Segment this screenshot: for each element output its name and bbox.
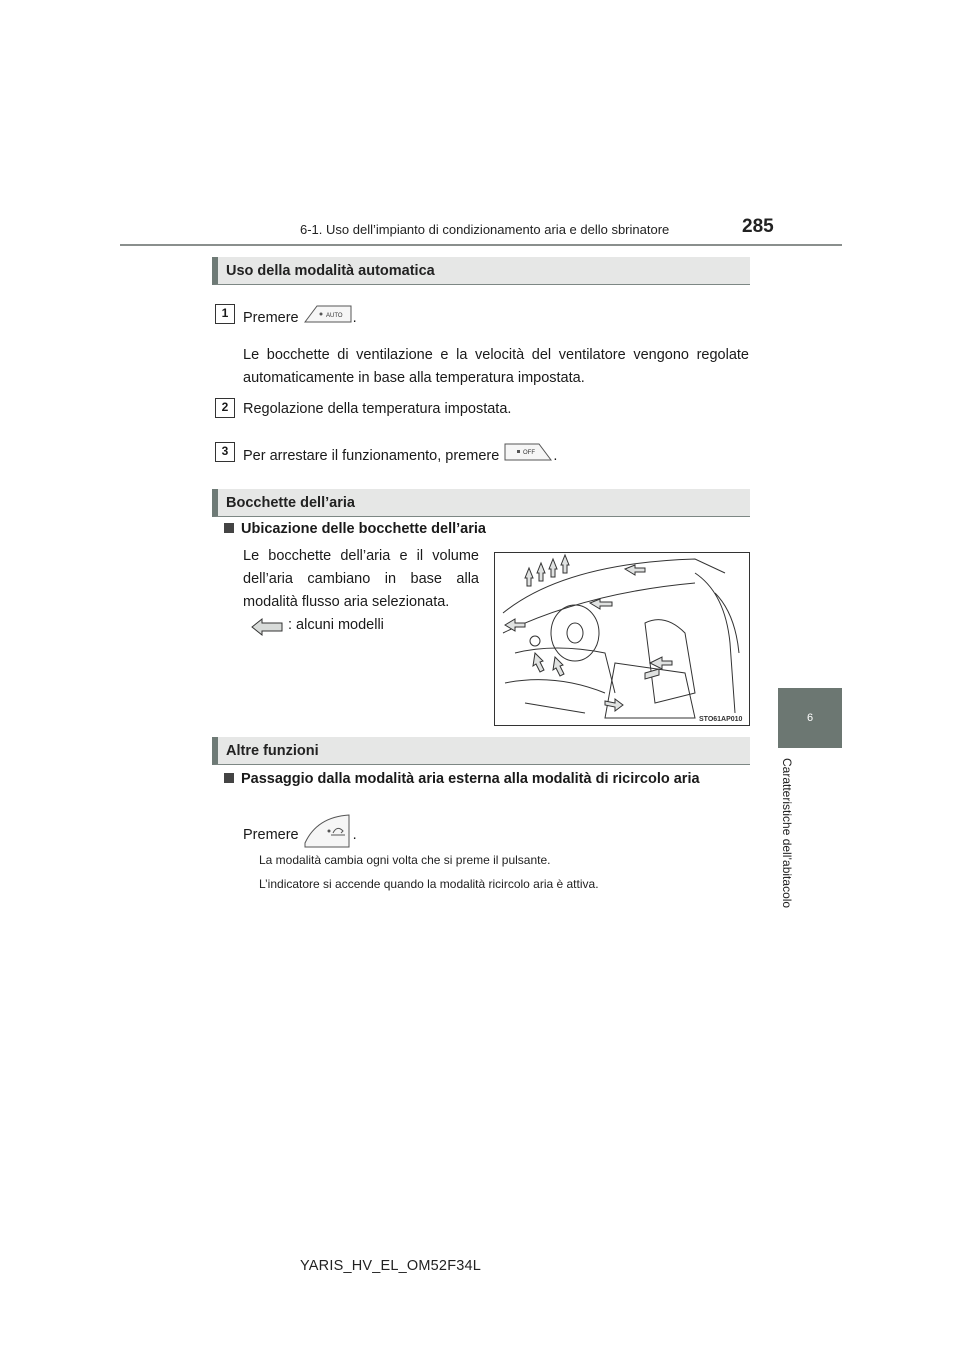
chapter-side-label xyxy=(780,758,800,938)
recirculation-instruction xyxy=(243,813,357,857)
step-text-before: Premere xyxy=(243,309,299,326)
step-text-after: . xyxy=(352,309,357,326)
step-text-before: Per arrestare il funzionamento, premere xyxy=(243,447,500,464)
section-title: Altre funzioni xyxy=(226,743,319,759)
bullet-square-icon xyxy=(224,523,234,533)
step-2-text: Regolazione della temperatura impostata. xyxy=(243,401,512,417)
subheading-text: Passaggio dalla modalità aria esterna alla modalità di ricircolo aria xyxy=(241,771,700,787)
note-item: L’indicatore si accende quando la modalità ricircolo aria è attiva. xyxy=(259,877,599,891)
off-button-label: OFF xyxy=(523,450,536,456)
chapter-side-label-text: Caratteristiche dell’abitacolo xyxy=(780,758,794,909)
step-number: 2 xyxy=(215,398,235,418)
step-1-text xyxy=(243,304,357,332)
off-button-icon xyxy=(503,442,553,470)
auto-button-label: AUTO xyxy=(325,313,343,319)
subheading-vent-location xyxy=(224,518,486,541)
bullet-square-icon xyxy=(224,773,234,783)
note-item: La modalità cambia ogni volta che si preme il pulsante. xyxy=(259,853,551,867)
chapter-header: 6-1. Uso dell’impianto di condizionamento aria e dello sbrinatore xyxy=(300,222,670,237)
vent-description: Le bocchette dell’aria e il volume dell’aria cambiano in base alla modalità flusso aria selezionata. xyxy=(243,548,479,610)
instruction-text-after: . xyxy=(352,826,357,843)
step-text-after: . xyxy=(553,447,558,464)
chapter-tab: 6 xyxy=(778,688,842,748)
section-heading-vents xyxy=(212,489,750,517)
illustration-code: STO61AP010 xyxy=(699,716,743,723)
step-3-text xyxy=(243,442,557,470)
step-1-detail: Le bocchette di ventilazione e la velocità del ventilatore vengono regolate automaticamente in base alla temperatura impostata. xyxy=(243,347,749,386)
auto-button-icon xyxy=(303,304,353,332)
section-heading-other-functions xyxy=(212,737,750,765)
subheading-text: Ubicazione delle bocchette dell’aria xyxy=(241,521,486,537)
page-number: 285 xyxy=(742,216,774,237)
step-number: 3 xyxy=(215,442,235,462)
subheading-recirculation xyxy=(224,768,700,791)
header-divider xyxy=(120,244,842,246)
instruction-text-before: Premere xyxy=(243,826,299,843)
vent-locations-illustration xyxy=(494,552,750,726)
section-heading-auto-mode xyxy=(212,257,750,285)
vent-arrow-legend-icon xyxy=(250,617,284,642)
recirculation-button-icon xyxy=(303,813,353,857)
step-number: 1 xyxy=(215,304,235,324)
document-code: YARIS_HV_EL_OM52F34L xyxy=(300,1258,482,1274)
section-title: Uso della modalità automatica xyxy=(226,263,435,279)
legend-text: : alcuni modelli xyxy=(288,617,384,633)
section-title: Bocchette dell’aria xyxy=(226,495,355,511)
car-interior-drawing xyxy=(495,553,749,725)
